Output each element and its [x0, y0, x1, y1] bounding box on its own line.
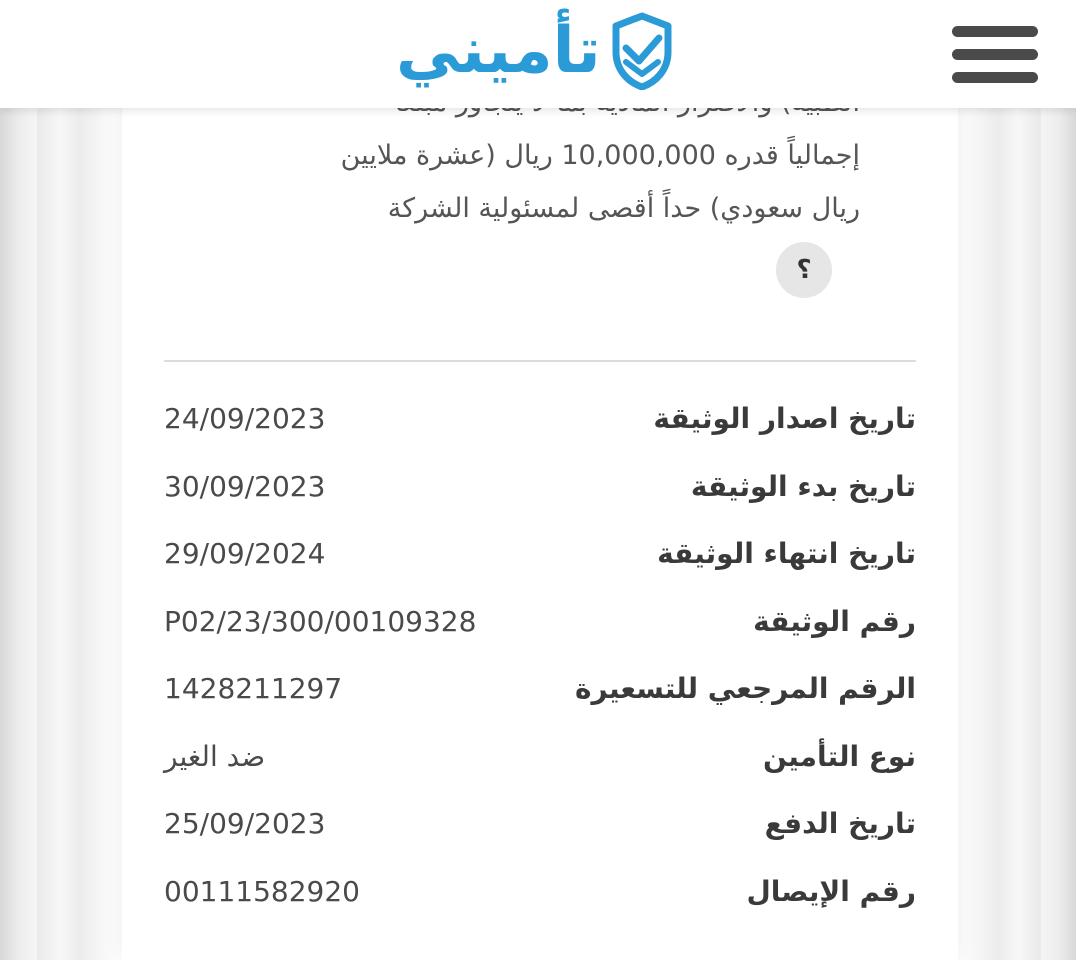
detail-label: تاريخ الدفع [764, 807, 916, 840]
coverage-line-3: ريال سعودي) حداً أقصى لمسئولية الشركة [387, 193, 860, 224]
detail-label: تاريخ بدء الوثيقة [690, 470, 916, 503]
detail-value: 00111582920 [164, 875, 360, 908]
detail-label: تاريخ انتهاء الوثيقة [657, 537, 916, 570]
help-button[interactable]: ؟ [776, 242, 832, 298]
detail-value: ضد الغير [164, 740, 266, 773]
shield-check-icon [611, 12, 673, 90]
detail-value: 25/09/2023 [164, 807, 326, 840]
detail-row-policy-number [164, 605, 916, 645]
detail-row-quote-reference [164, 672, 916, 712]
brand-logo[interactable] [396, 6, 673, 96]
detail-value: 1428211297 [164, 672, 343, 705]
detail-value: 30/09/2023 [164, 470, 326, 503]
detail-row-start-date [164, 470, 916, 510]
hamburger-menu-icon[interactable] [952, 26, 1038, 84]
brand-logo-text: تأميني [396, 14, 601, 88]
detail-label: رقم الإيصال [746, 875, 916, 908]
menu-bar [952, 72, 1038, 83]
section-divider [164, 360, 916, 362]
menu-bar [952, 49, 1038, 60]
coverage-line-2: إجمالياً قدره 10,000,000 ريال (عشرة ملايين [340, 140, 860, 171]
detail-row-end-date [164, 537, 916, 577]
detail-label: الرقم المرجعي للتسعيرة [575, 672, 916, 705]
detail-row-insurance-type [164, 740, 916, 780]
detail-label: نوع التأمين [763, 740, 916, 773]
app-header [0, 0, 1076, 108]
detail-row-issue-date [164, 402, 916, 442]
detail-label: رقم الوثيقة [753, 605, 916, 638]
detail-label: تاريخ اصدار الوثيقة [653, 402, 916, 435]
detail-row-payment-date [164, 807, 916, 847]
detail-value: P02/23/300/00109328 [164, 605, 477, 638]
detail-row-receipt-number [164, 875, 916, 915]
detail-value: 24/09/2023 [164, 402, 326, 435]
menu-bar [952, 26, 1038, 37]
detail-value: 29/09/2024 [164, 537, 326, 570]
